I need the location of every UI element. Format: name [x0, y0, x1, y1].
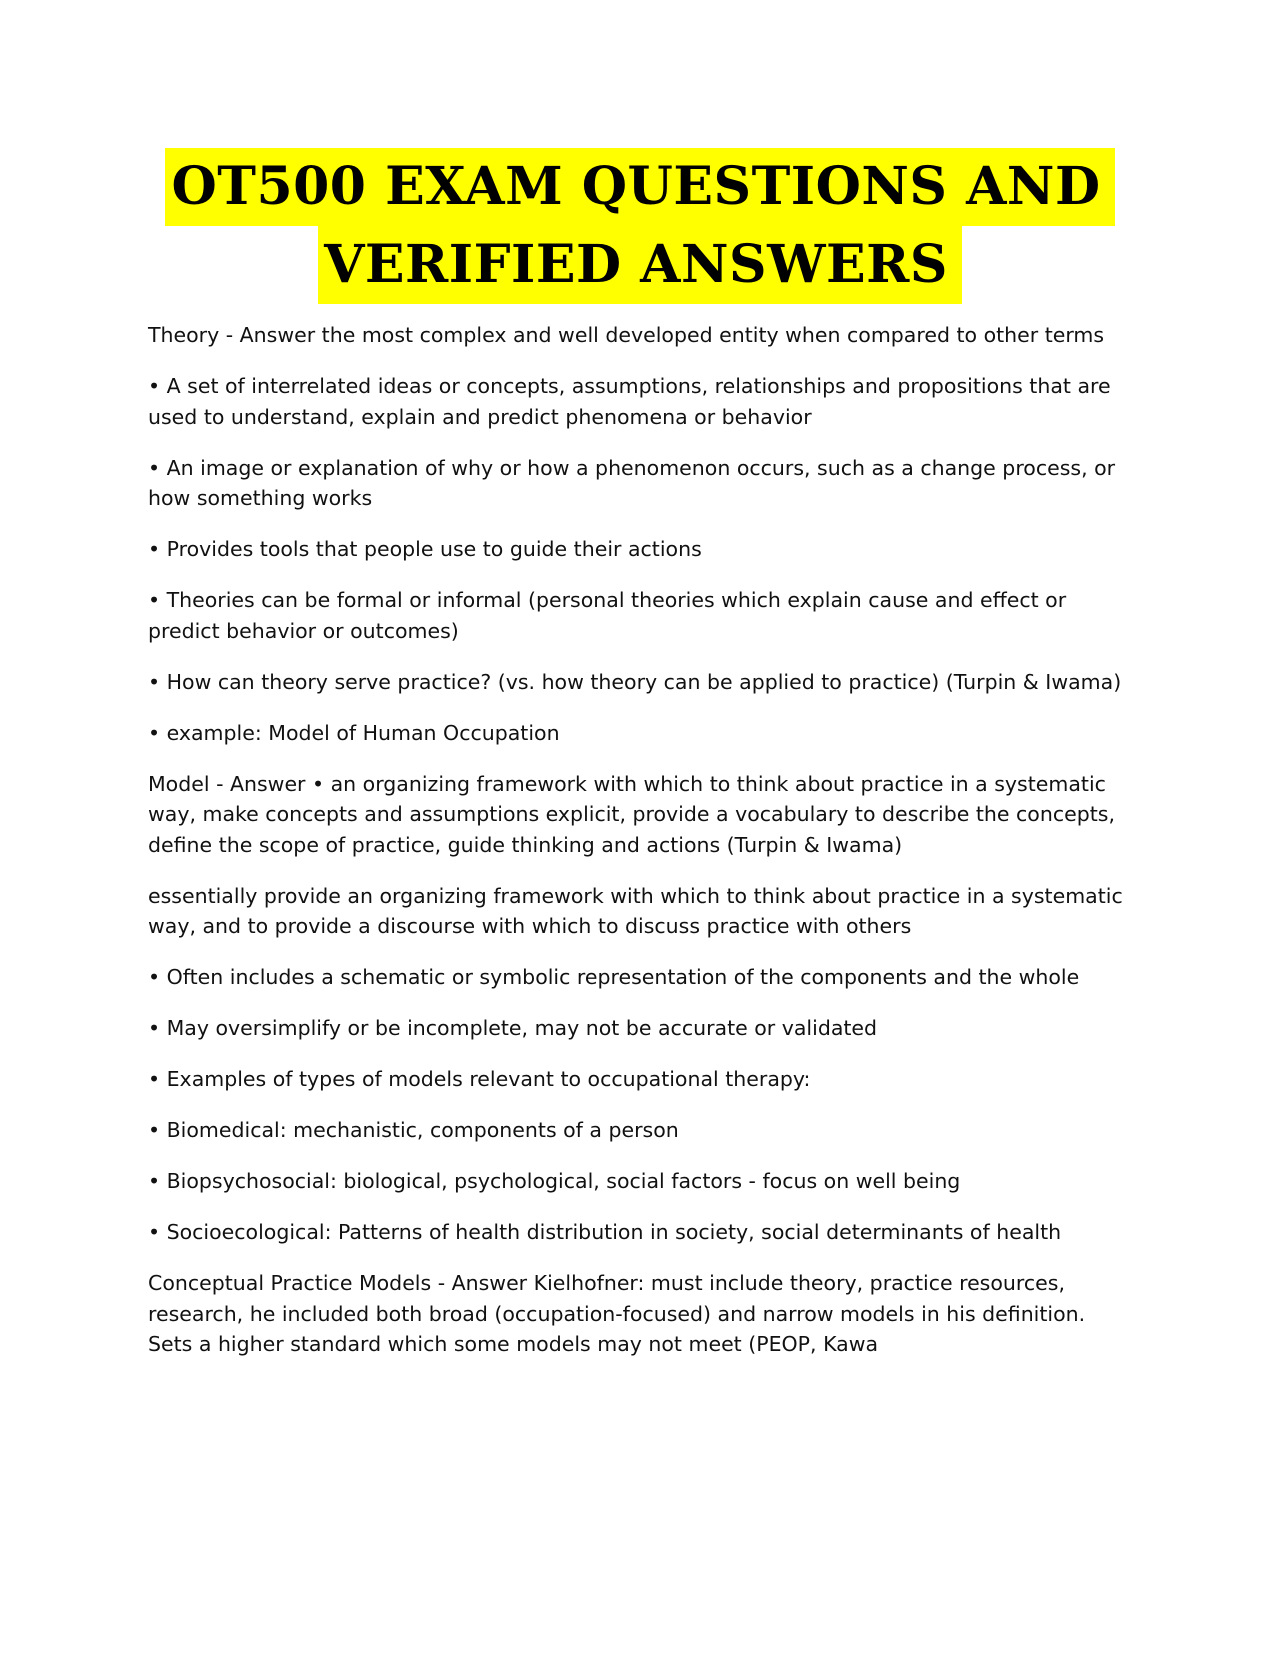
- bullet-image-explanation: • An image or explanation of why or how a phenomenon occurs, such as a change process, or how something works: [148, 455, 1116, 510]
- document-body: [148, 320, 1128, 1380]
- bullet-schematic: • Often includes a schematic or symbolic representation of the components and the whole: [148, 965, 1080, 989]
- bullet-formal-informal: • Theories can be formal or informal (personal theories which explain cause and effect or predict behavior or outcomes): [148, 588, 1067, 643]
- bullet-model-types: • Examples of types of models relevant to occupational therapy:: [148, 1067, 811, 1091]
- paragraph-model: Model - Answer • an organizing framework with which to think about practice in a systematic way, make concepts and assumptions explicit, provide a vocabulary to describe the concepts, define the scope of practice, guide thinking and actions (Turpin & Iwama): [148, 771, 1115, 857]
- paragraph-conceptual-practice-models: Conceptual Practice Models - Answer Kielhofner: must include theory, practice resources, research, he included both broad (occupation-focused) and narrow models in his definition. Sets a higher standard which some models may not meet (PEOP, Kawa: [148, 1271, 1086, 1356]
- bullet-theory-serve-practice: • How can theory serve practice? (vs. how theory can be applied to practice) (Turpin & Iwama): [148, 669, 1122, 694]
- paragraph-essentially: essentially provide an organizing framework with which to think about practice in a systematic way, and to provide a discourse with which to discuss practice with others: [148, 883, 1123, 938]
- bullet-biopsychosocial: • Biopsychosocial: biological, psychological, social factors - focus on well being: [148, 1169, 961, 1193]
- bullet-biomedical: • Biomedical: mechanistic, components of a person: [148, 1118, 679, 1142]
- title-line-2: VERIFIED ANSWERS: [318, 226, 962, 304]
- bullet-socioecological: • Socioecological: Patterns of health distribution in society, social determinants of health: [148, 1220, 1062, 1244]
- bullet-example-moho: • example: Model of Human Occupation: [148, 720, 560, 745]
- document-title: [0, 148, 1280, 304]
- title-line-1: OT500 EXAM QUESTIONS AND: [165, 148, 1114, 226]
- bullet-provides-tools: • Provides tools that people use to guide their actions: [148, 537, 702, 561]
- paragraph-theory: Theory - Answer the most complex and well developed entity when compared to other terms: [148, 323, 1105, 347]
- bullet-interrelated-ideas: • A set of interrelated ideas or concepts, assumptions, relationships and propositions that are used to understand, explain and predict phenomena or behavior: [148, 374, 1111, 429]
- bullet-oversimplify: • May oversimplify or be incomplete, may not be accurate or validated: [148, 1016, 878, 1040]
